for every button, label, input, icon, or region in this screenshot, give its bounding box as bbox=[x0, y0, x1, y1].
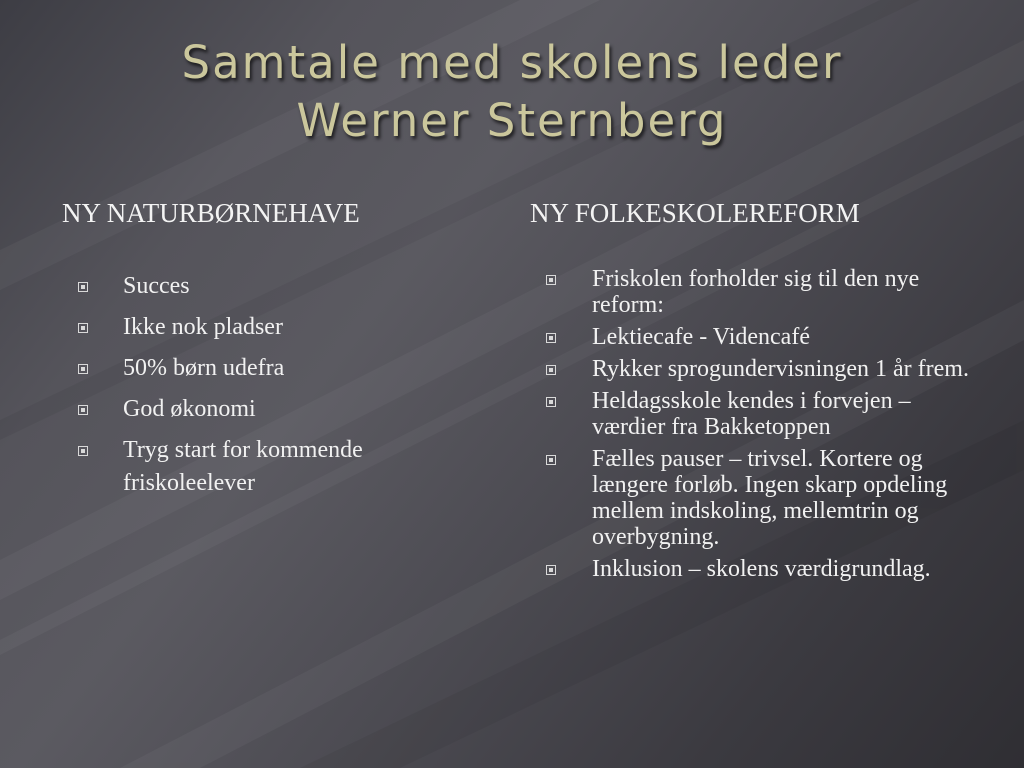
list-item bbox=[546, 388, 986, 440]
list-item-text: Rykker sprogundervisningen 1 år frem. bbox=[592, 356, 969, 382]
square-bullet-icon bbox=[546, 275, 556, 285]
square-bullet-icon bbox=[546, 365, 556, 375]
right-bullet-list bbox=[546, 266, 986, 588]
square-bullet-icon bbox=[78, 364, 88, 374]
square-bullet-icon bbox=[546, 455, 556, 465]
list-item bbox=[546, 556, 986, 582]
list-item bbox=[78, 393, 478, 426]
list-item-text: Succes bbox=[123, 273, 190, 299]
title-line-1: Samtale med skolens leder bbox=[181, 36, 843, 89]
left-column-heading: NY NATURBØRNEHAVE bbox=[62, 198, 360, 228]
list-item-text: 50% børn udefra bbox=[123, 355, 285, 381]
list-item-text: Ikke nok pladser bbox=[123, 314, 283, 340]
list-item bbox=[78, 352, 478, 385]
list-item-text: Inklusion – skolens værdigrundlag. bbox=[592, 556, 931, 582]
list-item-text: Fælles pauser – trivsel. Kortere og længere forløb. Ingen skarp opdeling mellem indskoling, mellemtrin og overbygning. bbox=[592, 446, 948, 550]
square-bullet-icon bbox=[78, 323, 88, 333]
square-bullet-icon bbox=[546, 565, 556, 575]
list-item bbox=[546, 266, 986, 318]
square-bullet-icon bbox=[78, 282, 88, 292]
list-item-text: Lektiecafe - Videncafé bbox=[592, 324, 810, 350]
right-column-heading: NY FOLKESKOLEREFORM bbox=[530, 198, 860, 228]
square-bullet-icon bbox=[546, 397, 556, 407]
square-bullet-icon bbox=[546, 333, 556, 343]
list-item bbox=[78, 311, 478, 344]
list-item-text: Heldagsskole kendes i forvejen – værdier fra Bakketoppen bbox=[592, 388, 911, 440]
list-item bbox=[546, 324, 986, 350]
slide-title bbox=[0, 34, 1024, 150]
list-item-text: Tryg start for kommende friskoleelever bbox=[123, 437, 363, 496]
list-item bbox=[546, 446, 986, 550]
list-item-text: God økonomi bbox=[123, 396, 256, 422]
list-item bbox=[546, 356, 986, 382]
square-bullet-icon bbox=[78, 446, 88, 456]
list-item-text: Friskolen forholder sig til den nye reform: bbox=[592, 266, 920, 318]
list-item bbox=[78, 434, 478, 500]
title-line-2: Werner Sternberg bbox=[296, 94, 728, 147]
square-bullet-icon bbox=[78, 405, 88, 415]
list-item bbox=[78, 270, 478, 303]
left-bullet-list bbox=[78, 270, 478, 508]
